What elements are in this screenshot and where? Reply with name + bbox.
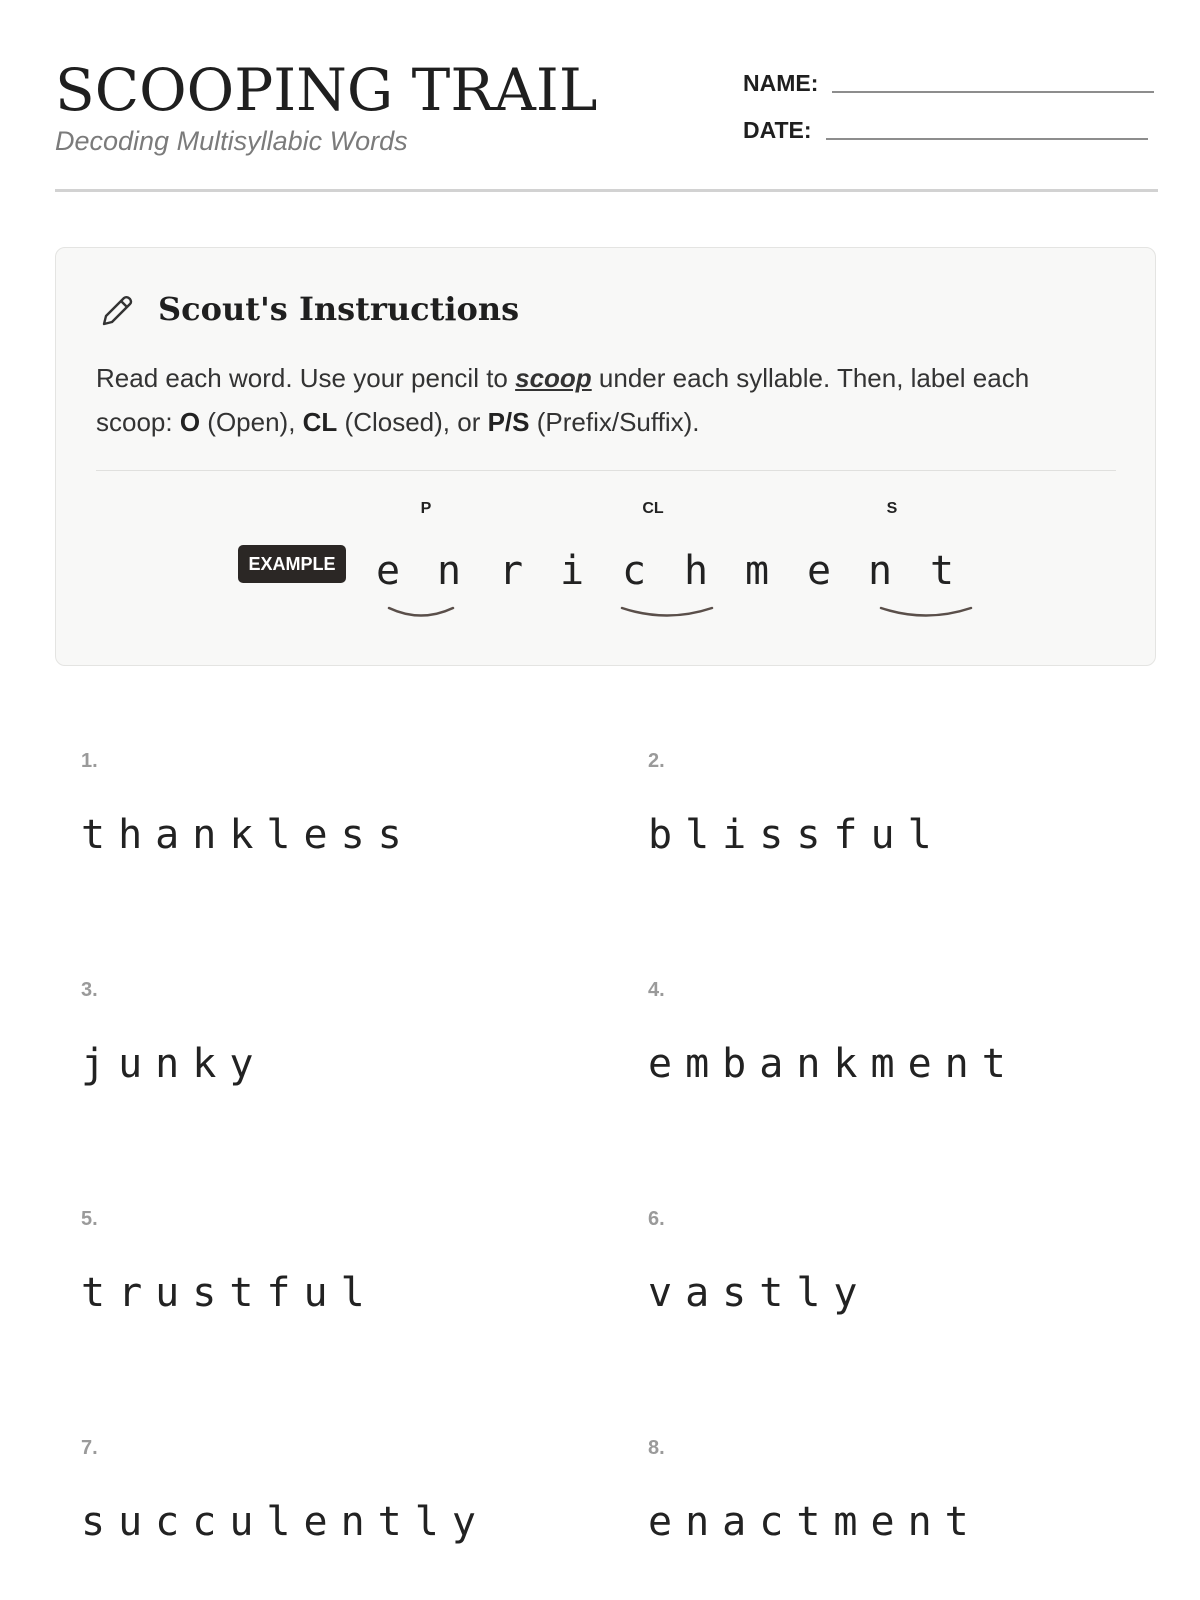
example-letter: i	[559, 548, 585, 594]
item-word: succulently	[81, 1499, 489, 1545]
item-number: 2.	[648, 750, 665, 772]
name-line[interactable]	[832, 91, 1154, 93]
item-number: 6.	[648, 1208, 665, 1230]
item-word: blissful	[648, 812, 945, 858]
scoop-arc-3	[878, 603, 974, 623]
example-letter: t	[929, 548, 955, 594]
scoop-arc-1	[386, 603, 456, 623]
example-letter: c	[621, 548, 647, 594]
item-word: vastly	[648, 1270, 871, 1316]
item-number: 3.	[81, 979, 98, 1001]
example-tag-prefix: P	[420, 500, 432, 517]
example-letter: m	[744, 548, 770, 594]
prefix-suffix-code: P/S	[487, 407, 530, 437]
instructions-title: Scout's Instructions	[158, 290, 520, 328]
example-letter: h	[683, 548, 709, 594]
example-letter: n	[436, 548, 462, 594]
example-letter: r	[498, 548, 524, 594]
instructions-divider	[96, 470, 1116, 471]
item-number: 8.	[648, 1437, 665, 1459]
date-label: DATE:	[743, 117, 812, 143]
item-word: enactment	[648, 1499, 982, 1545]
closed-code: CL	[302, 407, 338, 437]
item-number: 1.	[81, 750, 98, 772]
example-letter: e	[806, 548, 832, 594]
item-number: 4.	[648, 979, 665, 1001]
item-word: trustful	[81, 1270, 378, 1316]
scoop-arc-2	[619, 603, 715, 623]
pencil-icon	[96, 292, 136, 332]
name-label: NAME:	[743, 70, 819, 96]
worksheet-subtitle: Decoding Multisyllabic Words	[55, 126, 408, 156]
example-badge: EXAMPLE	[238, 545, 346, 583]
item-number: 7.	[81, 1437, 98, 1459]
item-word: thankless	[81, 812, 415, 858]
item-number: 5.	[81, 1208, 98, 1230]
worksheet-title: SCOOPING TRAIL	[55, 56, 598, 124]
example-letter: e	[375, 548, 401, 594]
example-tag-closed: CL	[642, 500, 664, 517]
instructions-panel	[55, 247, 1156, 666]
name-field[interactable]	[743, 70, 1154, 97]
header-divider	[55, 189, 1158, 192]
scoop-emphasis: scoop	[515, 363, 592, 393]
item-word: embankment	[648, 1041, 1019, 1087]
open-code: O	[179, 407, 201, 437]
date-field[interactable]	[743, 117, 1148, 144]
date-line[interactable]	[826, 138, 1148, 140]
example-letter: n	[867, 548, 893, 594]
item-word: junky	[81, 1041, 267, 1087]
example-tag-suffix: S	[886, 500, 898, 517]
instructions-text: Read each word. Use your pencil to scoop under each syllable. Then, label each scoop: O (Open), CL (Closed), or P/S (Prefix/Suffix).	[96, 363, 1030, 437]
